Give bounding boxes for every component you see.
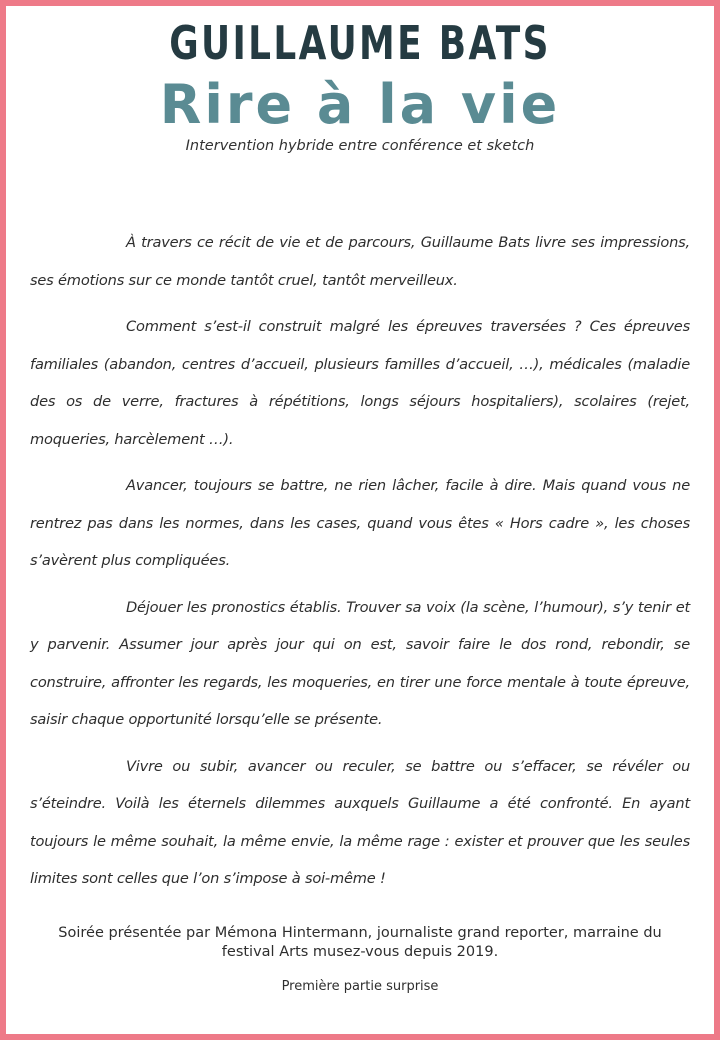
presenter-note: Soirée présentée par Mémona Hintermann, journaliste grand reporter, marraine du festival Arts musez-vous depuis 2019. [58,925,662,960]
paragraph-5: Vivre ou subir, avancer ou reculer, se battre ou s’effacer, se révéler ou s’éteindre. Voilà les éternels dilemmes auxquels Guillaume a été confronté. En ayant toujours le même souhait, la même envie, la même rage : exister et prouver que les seules limites sont celles que l’on s’impose à soi-même ! [30,757,690,887]
first-part-note: Première partie surprise [281,979,439,994]
show-subtitle: Intervention hybride entre conférence et sketch [185,138,535,154]
paragraph-4: Déjouer les pronostics établis. Trouver sa voix (la scène, l’humour), s’y tenir et y parvenir. Assumer jour après jour qui on est, savoir faire le dos rond, rebondir, se construire, affronter les regards, les moqueries, en tirer une force mentale à toute épreuve, saisir chaque opportunité lorsqu’elle se présente. [30,598,690,728]
footer [30,924,690,996]
paragraph-2: Comment s’est-il construit malgré les épreuves traversées ? Ces épreuves familiales (abandon, centres d’accueil, plusieurs familles d’accueil, …), médicales (maladie des os de verre, fractures à répétitions, longs séjours hospitaliers), scolaires (rejet, moqueries, harcèlement …). [30,318,690,448]
header [6,6,714,156]
show-title: Rire à la vie [159,73,561,136]
author-name: GUILLAUME BATS [169,16,551,70]
paragraph-1: À travers ce récit de vie et de parcours, Guillaume Bats livre ses impressions, ses émotions sur ce monde tantôt cruel, tantôt merveilleux. [30,234,690,289]
paragraph-3: Avancer, toujours se battre, ne rien lâcher, facile à dire. Mais quand vous ne rentrez pas dans les normes, dans les cases, quand vous êtes « Hors cadre », les choses s’avèrent plus compliquées. [30,477,690,569]
description-body [30,224,690,907]
